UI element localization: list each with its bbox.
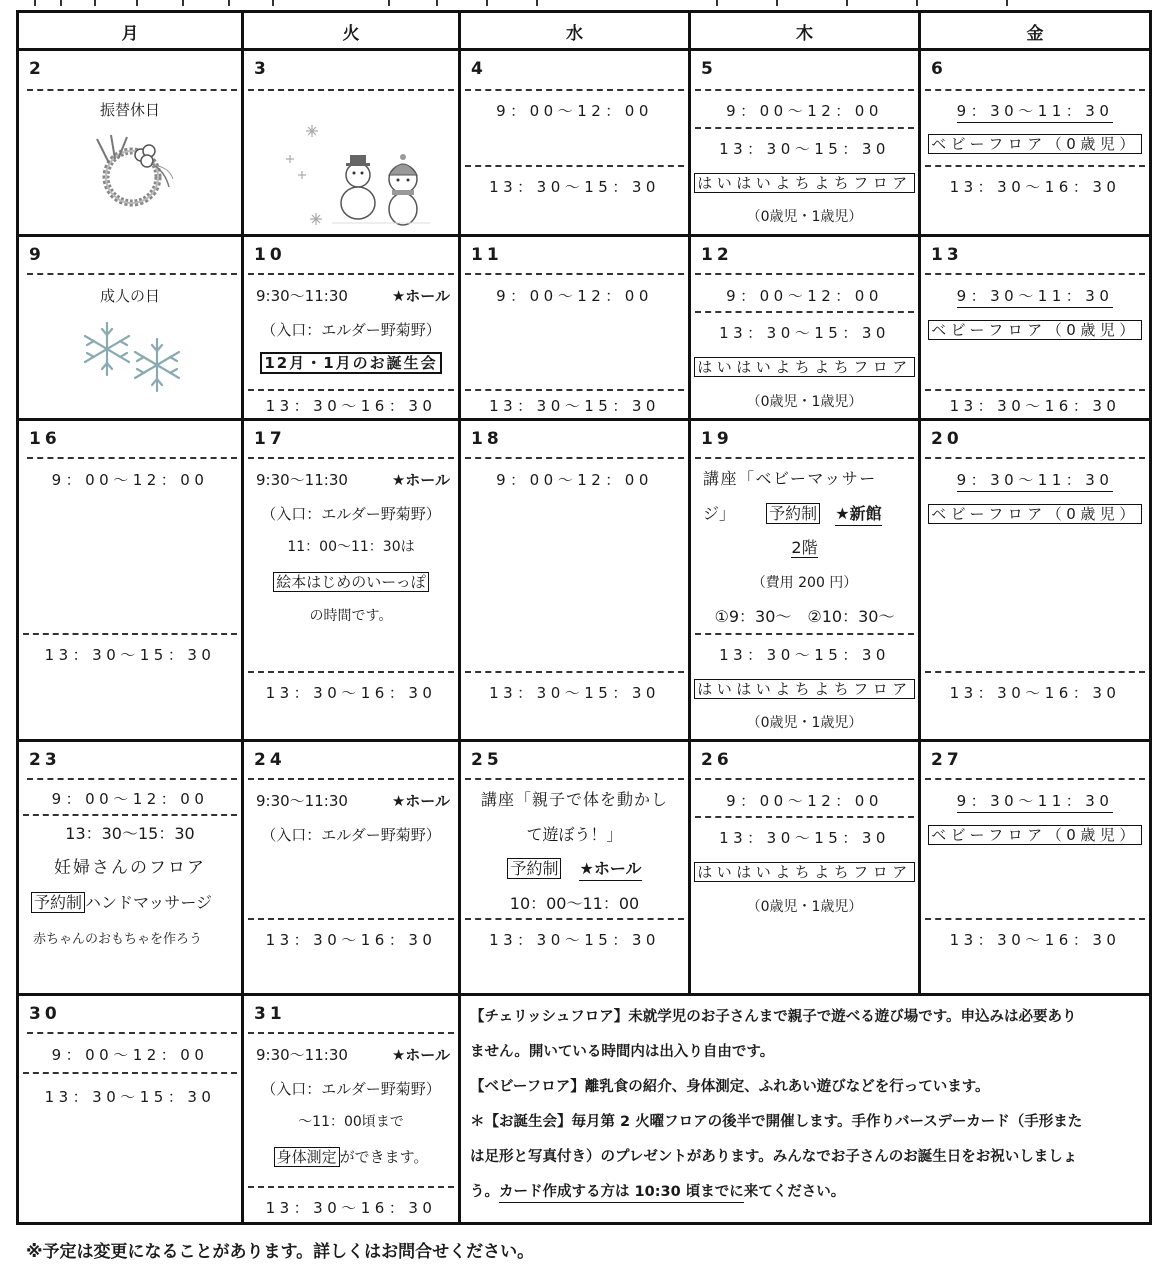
floor-label: はいはいよちよちフロア xyxy=(694,357,915,377)
until-note: ～11：00頃まで xyxy=(298,1114,404,1130)
day-cell xyxy=(244,421,458,739)
hand-massage-label: ハンドマッサージ xyxy=(85,893,213,912)
day-cell xyxy=(244,996,458,1225)
note-card-deadline: カード作成する方は 10:30 頃までに xyxy=(499,1184,744,1203)
birthday-event-label: 12月・1月のお誕生会 xyxy=(260,352,441,374)
date-number: 2 xyxy=(29,59,45,79)
day-cell xyxy=(691,51,918,234)
course-title-cont: ジ」 xyxy=(703,504,736,523)
pm-hours: 13：30～16：30 xyxy=(949,397,1121,415)
course-time: 10：00～11：00 xyxy=(509,894,640,913)
day-cell xyxy=(19,996,241,1225)
date-number: 30 xyxy=(29,1004,61,1024)
day-cell xyxy=(461,237,688,418)
time-note: 11：00～11：30は xyxy=(287,539,415,555)
date-number: 23 xyxy=(29,750,61,770)
age-label: （0歳児・1歳児） xyxy=(746,209,863,225)
body-measurement-label: 身体測定 xyxy=(274,1147,340,1167)
age-label: （0歳児・1歳児） xyxy=(746,715,863,731)
pm-hours: 13：30～15：30 xyxy=(44,1088,216,1106)
pm-hours: 13：30～16：30 xyxy=(949,684,1121,702)
session-times: ①9：30～ ②10：30～ xyxy=(714,607,895,626)
date-number: 25 xyxy=(471,750,503,770)
am-hours: 9：00～12：00 xyxy=(51,471,209,489)
note-card-deadline-end: 来てください。 xyxy=(743,1184,846,1200)
pm-hours: 13：30～16：30 xyxy=(265,684,437,702)
snowflake-icon xyxy=(77,319,189,397)
day-cell xyxy=(461,51,688,234)
pm-hours: 13：30～15：30 xyxy=(719,646,890,664)
reservation-badge: 予約制 xyxy=(31,892,85,913)
day-cell xyxy=(461,742,688,993)
am-hours: 9：00～12：00 xyxy=(496,287,653,305)
age-label: （0歳児・1歳児） xyxy=(746,394,863,410)
pm-hours: 13：30～15：30 xyxy=(489,684,660,702)
toy-making-label: 赤ちゃんのおもちゃを作ろう xyxy=(33,932,203,947)
entrance-note: （入口：エルダー野菊野） xyxy=(261,505,441,523)
day-cell xyxy=(461,421,688,739)
day-cell xyxy=(19,421,241,739)
note-baby-floor: 【ベビーフロア】離乳食の紹介、身体測定、ふれあい遊びなどを行っています。 xyxy=(470,1079,990,1095)
event-suffix: ができます。 xyxy=(339,1148,429,1166)
footer-disclaimer: ※予定は変更になることがあります。詳しくはお問合せください。 xyxy=(26,1242,535,1262)
am-hours: 9:30～11:30 xyxy=(256,792,348,810)
floor-label: はいはいよちよちフロア xyxy=(694,679,915,699)
day-cell xyxy=(921,421,1149,739)
entrance-note: （入口：エルダー野菊野） xyxy=(261,321,441,339)
pregnancy-floor-label: 妊婦さんのフロア xyxy=(54,858,206,878)
previous-page-edge xyxy=(16,0,1150,10)
am-hours: 9:30～11:30 xyxy=(256,287,348,305)
am-hours: 9：00～12：00 xyxy=(496,102,653,120)
day-cell xyxy=(19,742,241,993)
day-cell xyxy=(691,421,918,739)
date-number: 9 xyxy=(29,245,45,265)
day-cell xyxy=(921,742,1149,993)
date-number: 12 xyxy=(701,245,733,265)
header-mon: 月 xyxy=(121,23,139,44)
am-hours: 9：00～12：00 xyxy=(726,102,883,120)
pm-hours: 13：30～15：30 xyxy=(489,397,660,415)
course-title: 講座「ベビーマッサー xyxy=(703,469,877,488)
am-hours: 9：30～11：30 xyxy=(957,792,1114,813)
date-number: 4 xyxy=(471,59,487,79)
fee-label: （費用 200 円） xyxy=(751,575,858,591)
date-number: 17 xyxy=(254,429,286,449)
date-number: 31 xyxy=(254,1004,286,1024)
pm-hours: 13：30～15：30 xyxy=(65,824,195,843)
date-number: 5 xyxy=(701,59,717,79)
pm-hours: 13：30～15：30 xyxy=(44,646,216,664)
am-hours: 9:30～11:30 xyxy=(256,1046,348,1064)
event-suffix: の時間です。 xyxy=(309,608,393,624)
day-cell xyxy=(244,51,458,234)
pm-hours: 13：30～15：30 xyxy=(719,829,890,847)
am-hours: 9：30～11：30 xyxy=(957,471,1114,492)
am-hours: 9：00～12：00 xyxy=(726,287,883,305)
day-cell xyxy=(244,237,458,418)
floor-label: はいはいよちよちフロア xyxy=(694,173,915,193)
pm-hours: 13：30～16：30 xyxy=(949,931,1121,949)
am-hours: 9：00～12：00 xyxy=(496,471,653,489)
date-number: 13 xyxy=(931,245,963,265)
header-tue: 火 xyxy=(342,23,360,44)
venue-floor: 2階 xyxy=(791,538,818,557)
age-label: （0歳児・1歳児） xyxy=(746,899,863,915)
day-cell xyxy=(19,51,241,234)
header-wed: 水 xyxy=(566,23,583,44)
pm-hours: 13：30～15：30 xyxy=(719,140,890,158)
header-fri: 金 xyxy=(1026,23,1044,44)
floor-label: ベビーフロア（0歳児） xyxy=(928,320,1142,340)
note-cherish-floor: 【チェリッシュフロア】未就学児のお子さんまで親子で遊べる遊び場です。申込みは必要あり xyxy=(470,1009,1077,1025)
holiday-label: 振替休日 xyxy=(99,101,160,119)
am-hours: 9：00～12：00 xyxy=(51,790,209,808)
date-number: 27 xyxy=(931,750,963,770)
course-title-cont: て遊ぼう！」 xyxy=(526,825,623,844)
day-cell xyxy=(19,237,241,418)
date-number: 19 xyxy=(701,429,733,449)
day-cell xyxy=(691,742,918,993)
am-hours: 9：30～11：30 xyxy=(957,102,1114,123)
floor-label: ベビーフロア（0歳児） xyxy=(928,825,1142,845)
notes-section xyxy=(458,997,1151,1222)
pm-hours: 13：30～16：30 xyxy=(949,178,1121,196)
pm-hours: 13：30～15：30 xyxy=(719,324,890,342)
am-hours: 9：30～11：30 xyxy=(957,287,1114,308)
pm-hours: 13：30～16：30 xyxy=(265,931,437,949)
am-hours: 9：00～12：00 xyxy=(51,1046,209,1064)
venue-label: ★ホール xyxy=(391,792,450,810)
course-title: 講座「親子で体を動かし xyxy=(480,790,668,809)
note-birthday-end: う。 xyxy=(470,1184,499,1200)
header-thu: 木 xyxy=(796,23,813,44)
pm-hours: 13：30～16：30 xyxy=(265,397,437,415)
entrance-note: （入口：エルダー野菊野） xyxy=(261,826,441,844)
reservation-badge: 予約制 xyxy=(766,503,820,524)
day-cell xyxy=(244,742,458,993)
note-birthday: ＊【お誕生会】毎月第 2 火曜フロアの後半で開催します。手作りバースデーカード（手形また xyxy=(470,1114,1083,1130)
date-number: 11 xyxy=(471,245,503,265)
venue-label: ★ホール xyxy=(391,287,450,305)
day-cell xyxy=(921,237,1149,418)
date-number: 3 xyxy=(254,59,270,79)
floor-label: ベビーフロア（0歳児） xyxy=(928,504,1142,524)
holiday-label: 成人の日 xyxy=(99,287,160,305)
pm-hours: 13：30～15：30 xyxy=(489,931,660,949)
note-cherish-floor-cont: ません。開いている時間内は出入り自由です。 xyxy=(470,1044,775,1060)
pm-hours: 13：30～16：30 xyxy=(265,1199,437,1217)
am-hours: 9：00～12：00 xyxy=(726,792,883,810)
new-year-wreath-icon xyxy=(89,133,175,213)
date-number: 10 xyxy=(254,245,286,265)
venue-label: ★ホール xyxy=(391,1046,450,1064)
venue-label: ★ホール xyxy=(391,471,450,489)
reservation-badge: 予約制 xyxy=(507,858,561,879)
venue-label: ★ホール xyxy=(579,859,641,881)
day-cell xyxy=(921,51,1149,234)
floor-label: ベビーフロア（0歳児） xyxy=(928,134,1142,154)
venue-label: ★新館 xyxy=(835,504,881,526)
date-number: 20 xyxy=(931,429,963,449)
date-number: 18 xyxy=(471,429,503,449)
day-cell xyxy=(691,237,918,418)
picture-book-event: 絵本はじめのいーっぽ xyxy=(273,572,428,592)
date-number: 26 xyxy=(701,750,733,770)
date-number: 6 xyxy=(931,59,947,79)
floor-label: はいはいよちよちフロア xyxy=(694,862,915,882)
note-birthday-cont: は足形と写真付き）のプレゼントがあります。みんなでお子さんのお誕生日をお祝いしましょ xyxy=(470,1149,1078,1165)
date-number: 16 xyxy=(29,429,61,449)
am-hours: 9:30～11:30 xyxy=(256,471,348,489)
snowman-illustration-icon xyxy=(262,117,432,229)
pm-hours: 13：30～15：30 xyxy=(489,178,660,196)
date-number: 24 xyxy=(254,750,286,770)
entrance-note: （入口：エルダー野菊野） xyxy=(261,1080,441,1098)
